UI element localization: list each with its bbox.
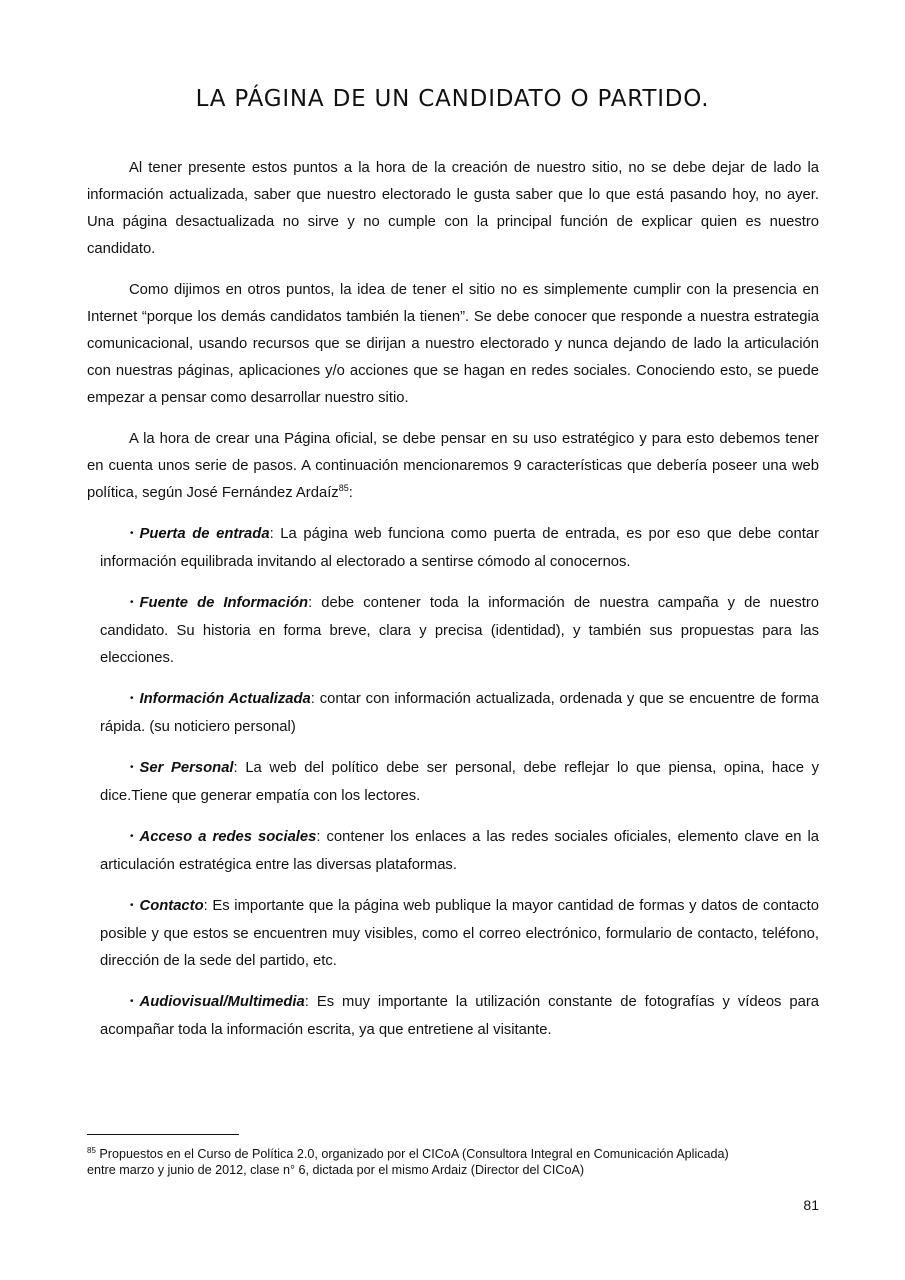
- paragraph-colon: :: [348, 485, 353, 501]
- bullet-term: Contacto: [139, 898, 204, 914]
- list-item: [100, 686, 819, 741]
- bullet-text: : La web del político debe ser personal, debe reflejar lo que piensa, opina, hace y dice.Tiene que generar empatía con los lectores.: [100, 760, 819, 804]
- footnote-line-2: entre marzo y junio de 2012, clase n° 6, dictada por el mismo Ardaiz (Director del CICoA): [87, 1163, 585, 1177]
- bullet-icon: •: [130, 996, 134, 1007]
- list-item: [100, 521, 819, 576]
- bullet-text: : Es importante que la página web publique la mayor cantidad de formas y datos de contacto posible y que estos se encuentren muy visibles, como el correo electrónico, formulario de contacto, teléfono, dirección de la sede del partido, etc.: [100, 898, 819, 969]
- bullet-icon: •: [130, 597, 134, 608]
- paragraph-text: A la hora de crear una Página oficial, se debe pensar en su uso estratégico y para esto debemos tener en cuenta unos serie de pasos. A continuación mencionaremos 9 características que debería poseer una web política, según José Fernández Ardaíz: [87, 431, 819, 501]
- bullet-term: Audiovisual/Multimedia: [139, 994, 305, 1010]
- feature-list: [87, 521, 819, 1044]
- footnote-line-1: Propuestos en el Curso de Política 2.0, organizado por el CICoA (Consultora Integral en Comunicación Aplicada): [99, 1147, 729, 1161]
- bullet-text: : debe contener toda la información de nuestra campaña y de nuestro candidato. Su historia en forma breve, clara y precisa (identidad), y también sus propuestas para las elecciones.: [100, 595, 819, 666]
- bullet-term: Acceso a redes sociales: [139, 829, 317, 845]
- list-item: [100, 893, 819, 975]
- bullet-text: : La página web funciona como puerta de entrada, es por eso que debe contar información equilibrada invitando al electorado a sentirse cómodo al conocernos.: [100, 526, 819, 570]
- paragraph: [87, 426, 819, 507]
- list-item: [100, 824, 819, 879]
- bullet-term: Información Actualizada: [139, 691, 311, 707]
- bullet-text: : contener los enlaces a las redes sociales oficiales, elemento clave en la articulación estratégica entre las diversas plataformas.: [100, 829, 819, 873]
- list-item: [100, 755, 819, 810]
- bullet-icon: •: [130, 528, 134, 539]
- page-number: 81: [803, 1197, 819, 1213]
- paragraph: Al tener presente estos puntos a la hora de la creación de nuestro sitio, no se debe dejar de lado la información actualizada, saber que nuestro electorado le gusta saber que lo que está pasando hoy, no ayer. Una página desactualizada no sirve y no cumple con la principal función de explicar quien es nuestro candidato.: [87, 160, 819, 257]
- bullet-term: Ser Personal: [139, 760, 234, 776]
- page-title: LA PÁGINA DE UN CANDIDATO O PARTIDO.: [195, 86, 710, 112]
- paragraph: Como dijimos en otros puntos, la idea de tener el sitio no es simplemente cumplir con la presencia en Internet “porque los demás candidatos también la tienen”. Se debe conocer que responde a nuestra estrategia comunicacional, usando recursos que se dirijan a nuestro electorado y nunca dejando de lado la articulación con nuestras páginas, aplicaciones y/o acciones que se hagan en redes sociales. Conociendo esto, se puede empezar a pensar como desarrollar nuestro sitio.: [87, 282, 819, 406]
- body-text: [87, 155, 819, 1058]
- bullet-text: : Es muy importante la utilización constante de fotografías y vídeos para acompañar toda la información escrita, ya que entretiene al visitante.: [100, 994, 819, 1038]
- footnote: [87, 1146, 827, 1178]
- bullet-icon: •: [130, 693, 134, 704]
- bullet-term: Puerta de entrada: [139, 526, 270, 542]
- bullet-icon: •: [130, 831, 134, 842]
- footnote-number: 85: [87, 1145, 96, 1155]
- bullet-icon: •: [130, 900, 134, 911]
- bullet-icon: •: [130, 762, 134, 773]
- bullet-term: Fuente de Información: [139, 595, 309, 611]
- list-item: [100, 590, 819, 672]
- footnote-divider: [87, 1134, 239, 1135]
- list-item: [100, 989, 819, 1044]
- footnote-reference[interactable]: 85: [338, 483, 349, 494]
- bullet-text: : contar con información actualizada, ordenada y que se encuentre de forma rápida. (su noticiero personal): [100, 691, 819, 735]
